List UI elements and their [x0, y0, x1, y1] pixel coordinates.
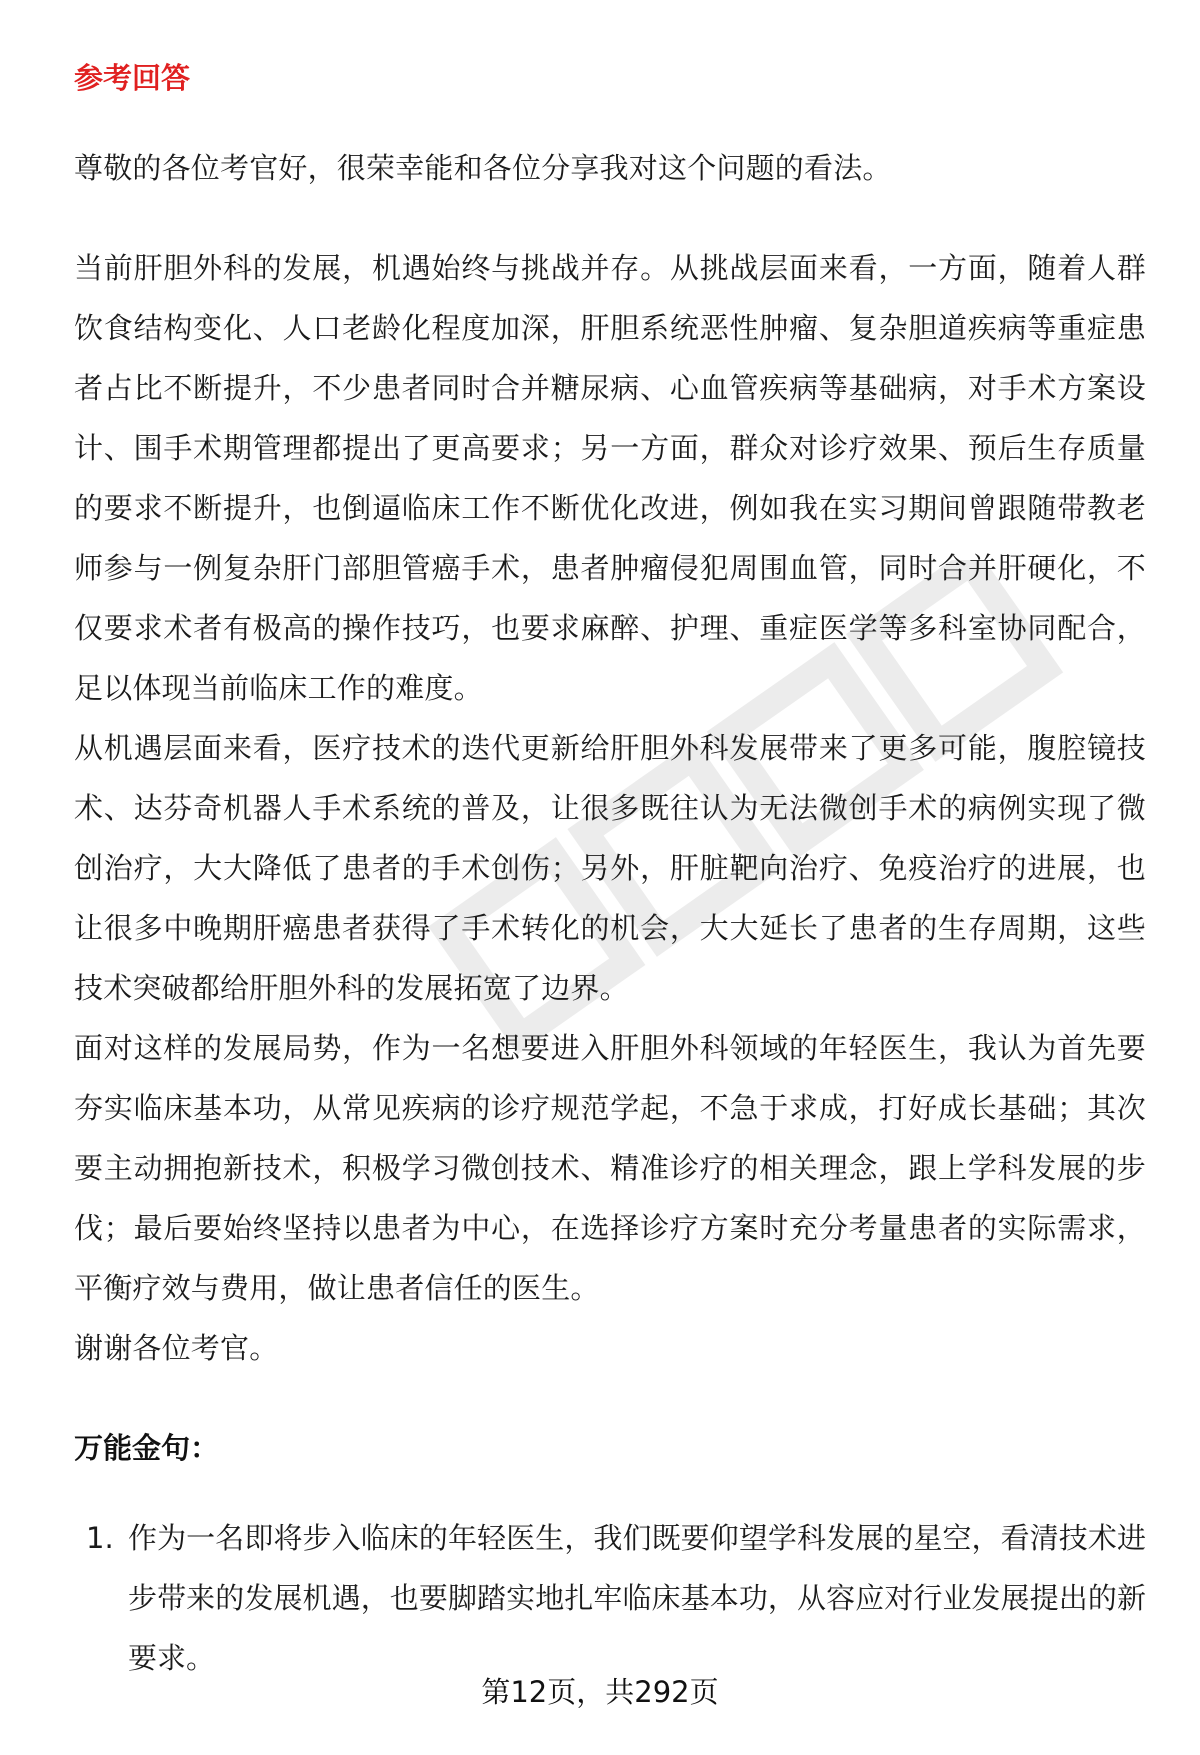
- list-item-number: 1.: [86, 1521, 114, 1555]
- answer-paragraph-approach: 面对这样的发展局势，作为一名想要进入肝胆外科领域的年轻医生，我认为首先要夯实临床基本功，从常见疾病的诊疗规范学起，不急于求成，打好成长基础；其次要主动拥抱新技术，积极学习微创技术、精准诊疗的相关理念，跟上学科发展的步伐；最后要始终坚持以患者为中心，在选择诊疗方案时充分考量患者的实际需求，平衡疗效与费用，做让患者信任的医生。: [74, 1031, 1146, 1305]
- answer-paragraph-opportunities: 从机遇层面来看，医疗技术的迭代更新给肝胆外科发展带来了更多可能，腹腔镜技术、达芬奇机器人手术系统的普及，让很多既往认为无法微创手术的病例实现了微创治疗，大大降低了患者的手术创伤；另外，肝脏靶向治疗、免疫治疗的进展，也让很多中晚期肝癌患者获得了手术转化的机会，大大延长了患者的生存周期，这些技术突破都给肝胆外科的发展拓宽了边界。: [74, 731, 1146, 1005]
- answer-paragraph-challenges: 当前肝胆外科的发展，机遇始终与挑战并存。从挑战层面来看，一方面，随着人群饮食结构变化、人口老龄化程度加深，肝胆系统恶性肿瘤、复杂胆道疾病等重症患者占比不断提升，不少患者同时合并糖尿病、心血管疾病等基础病，对手术方案设计、围手术期管理都提出了更高要求；另一方面，群众对诊疗效果、预后生存质量的要求不断提升，也倒逼临床工作不断优化改进，例如我在实习期间曾跟随带教老师参与一例复杂肝门部胆管癌手术，患者肿瘤侵犯周围血管，同时合并肝硬化，不仅要求术者有极高的操作技巧，也要求麻醉、护理、重症医学等多科室协同配合，足以体现当前临床工作的难度。: [74, 251, 1146, 705]
- answer-paragraph-greeting: 尊敬的各位考官好，很荣幸能和各位分享我对这个问题的看法。: [74, 151, 892, 185]
- answer-paragraph-closing: 谢谢各位考官。: [74, 1331, 279, 1365]
- list-item-text: 作为一名即将步入临床的年轻医生，我们既要仰望学科发展的星空，看清技术进步带来的发展机遇，也要脚踏实地扎牢临床基本功，从容应对行业发展提出的新要求。: [128, 1521, 1146, 1675]
- quotes-heading: 万能金句：: [74, 1431, 220, 1465]
- list-item: [74, 1508, 1146, 1688]
- answer-heading: 参考回答: [74, 61, 191, 95]
- quotes-list: [74, 1508, 1146, 1688]
- page-footer: 第12页，共292页: [481, 1675, 719, 1709]
- document-content: [74, 58, 1146, 1688]
